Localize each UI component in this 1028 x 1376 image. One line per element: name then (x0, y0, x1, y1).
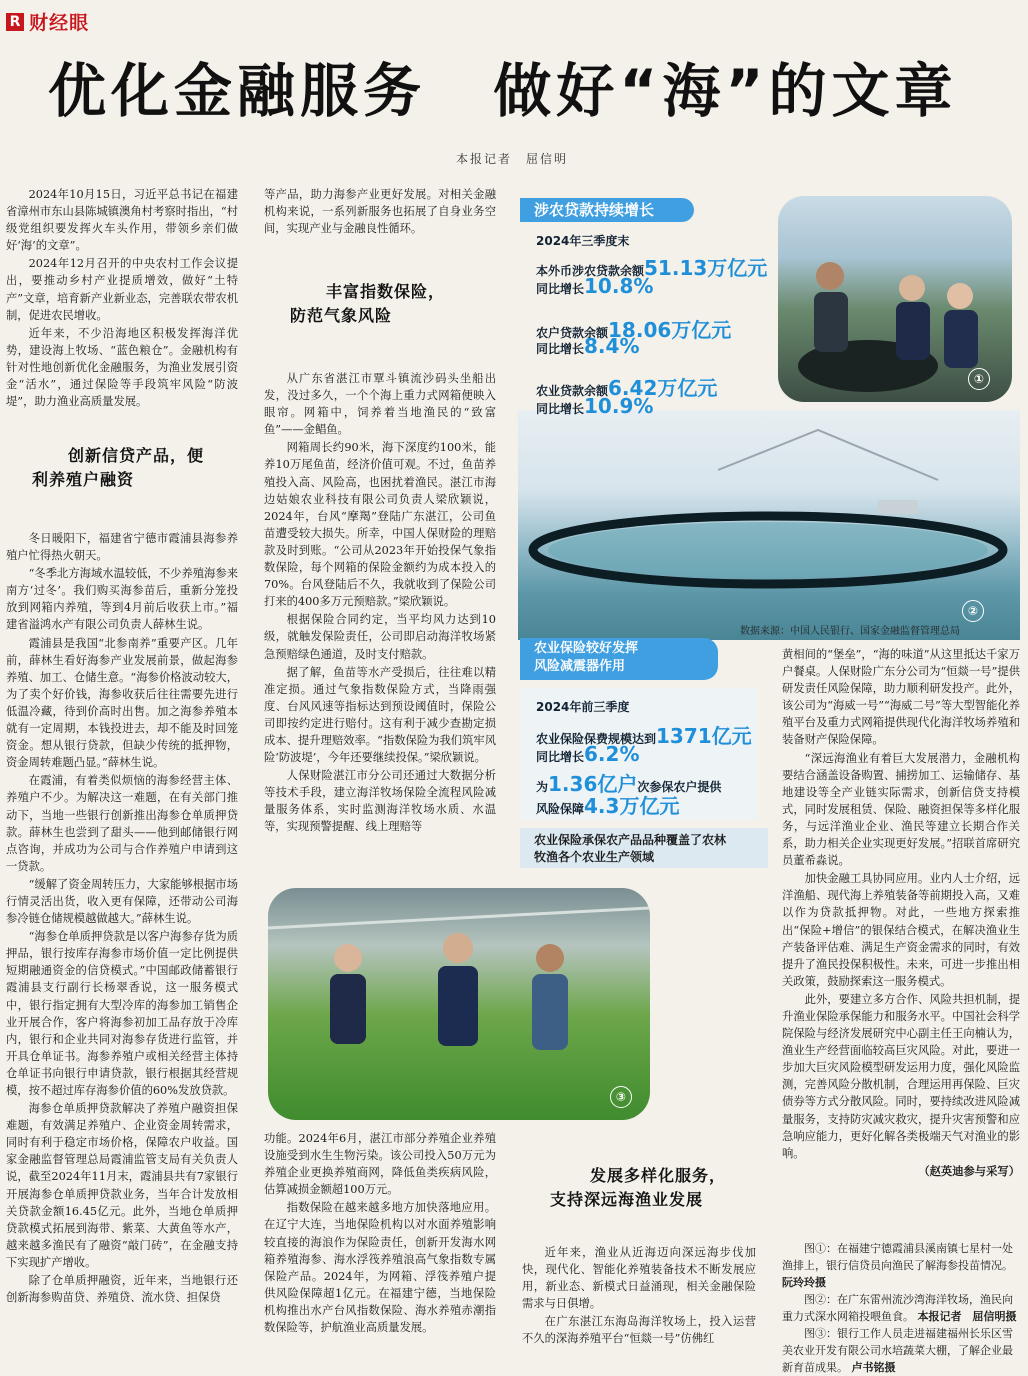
paragraph: 在霞浦，有着类似烦恼的海参经营主体、养殖户不少。为解决这一难题，在有关部门推动下，当地一些银行创新推出海参仓单质押贷款。薛林生也尝到了甜头——他到邮储银行网点咨询，并成功为公司与合作养殖户申请到这一贷款。 (6, 774, 238, 873)
subheading-3-line2: 支持深远海渔业发展 (550, 1190, 704, 1209)
paragraph: 霞浦县是我国“北参南养”重要产区。几年前，薛林生看好海参产业发展前景，做起海参养殖、加工、仓储生意。“海参价格波动较大，为了卖个好价钱，海参收获后往往需要先进行低温冷藏，待到价高时出售。加之海参养殖本就有一定周期，本钱投进去，却不能及时回笼资金。想从银行贷款，但缺少传统的抵押物，资金周转难题凸显。”薛林生说。 (6, 636, 238, 770)
stat-value: 6.42万亿元 (608, 376, 718, 400)
caption-1-text: 图①：在福建宁德霞浦县溪南镇七星村一处渔排上，银行信贷员向渔民了解海参投苗情况。 (782, 1242, 1013, 1272)
photo-3-greenhouse (268, 888, 650, 1120)
subheading-2 (290, 280, 446, 328)
coverage-note-line1: 农业保险承保农产品品种覆盖了农林 (534, 833, 727, 847)
paragraph: 指数保险在越来越多地方加快落地应用。在辽宁大连，当地保险机构以对水面养殖影响较直接的海浪作为保险责任，创新开发海水网箱养殖海参、海水浮筏养殖浪高气象指数专属保险产品。2024年，为网箱、浮筏养殖户提供风险保障超1亿元。在福建宁德，当地保险机构推出水产台风指数保险、海水养殖赤潮指数保险等，护航渔业高质量发展。 (264, 1201, 496, 1335)
data-source: 数据来源：中国人民银行、国家金融监督管理总局 (740, 626, 960, 637)
subheading-1-line2: 利养殖户融资 (32, 470, 135, 489)
stat-farmer-growth (536, 334, 639, 358)
paragraph: 等产品，助力海参产业更好发展。对相关金融机构来说，一系列新服务也拓展了自身业务空间，实现产业与金融良性循环。 (264, 188, 496, 236)
paragraph: 功能。2024年6月，湛江市部分养殖企业养殖设施受到水生生物污染。该公司投入50万元为养殖企业更换养殖商网，降低鱼类疾病风险，估算减损金额超100万元。 (264, 1132, 496, 1197)
paragraph: 黄相间的“堡垒”，“海的味道”从这里抵达千家万户餐桌。人保财险广东分公司为“恒燚一号”提供研发责任风险保障，助力顺利研发投产。此外，该公司为“海威一号”“海威二号”等大型智能化养殖平台及重力式网箱提供现代化海洋牧场养殖和装备财产保险保障。 (782, 648, 1020, 747)
stat-value: 8.4% (584, 334, 640, 358)
subheading-1-line1: 创新信贷产品，便 (68, 446, 205, 465)
photo-number-1: ① (968, 368, 990, 390)
section-masthead (6, 8, 89, 32)
column-4 (782, 646, 1020, 1180)
stat-agri-growth (536, 394, 653, 418)
stat-value: 10.9% (584, 394, 654, 418)
banker-head (899, 275, 925, 301)
cage-water (548, 522, 988, 578)
paragraph: 人保财险湛江市分公司还通过大数据分析等技术手段，建立海洋牧场保险全流程风险减量服务体系，实时监测海洋牧场水质、水温等，实现预警提醒、线上理赔等 (264, 769, 496, 834)
stat-value: 4.3万亿元 (584, 794, 680, 818)
paragraph: 网箱周长约90米，海下深度约100米，能养10万尾鱼苗，经济价值可观。不过，鱼苗养殖投入高、风险高，也困扰着渔民。湛江市海边姑娘农业科技有限公司负责人梁欣颖说，2024年，台风“摩羯”登陆广东湛江，公司鱼苗遭受较大损失。所幸，中国人保财险的理赔款及时到账。“公司从2023年开始投保气象指数保险，每个网箱的保险金额约为成本投入的70%。台风登陆后不久，我就收到了保险公司打来的400多万元预赔款。”梁欣颖说。 (264, 441, 496, 609)
stat-value: 1371亿元 (656, 724, 752, 748)
fish-cage-illustration (518, 410, 1020, 640)
worker-head-2 (443, 933, 473, 963)
photo-1-bank-visit (778, 196, 1012, 402)
paragraph: 此外，要建立多方合作、风险共担机制，提升渔业保险承保能力和服务水平。中国社会科学院保险与经济发展研究中心副主任王向楠认为，渔业生产经营面临较高巨灾风险。对此，要进一步加大巨灾风险模型研发运用力度，强化风险监测，完善风险分散机制，合理运用再保险、巨灾债券等方式分散风险。同时，要持续改进风险减量服务，支持防灾减灾救灾，提升灾害预警和应急响应能力，更好化解各类极端天气对渔业的影响。 (782, 992, 1020, 1160)
worker-head (334, 944, 362, 972)
stat-label: 为 (536, 780, 549, 794)
stat-risk-coverage (536, 790, 679, 819)
column-3-bottom (522, 1244, 756, 1349)
subheading-3 (550, 1164, 727, 1212)
banker-head-2 (947, 283, 973, 309)
worker-body-2 (438, 966, 478, 1046)
stat-label: 农业贷款余额 (536, 384, 609, 398)
photo-number-2: ② (962, 600, 984, 622)
subheading-2-line2: 防范气象风险 (290, 306, 393, 325)
subheading-2-line1: 丰富指数保险， (326, 282, 446, 301)
boat (878, 500, 918, 514)
paragraph: “海参仓单质押贷款是以客户海参存货为质押品，银行按库存海参市场价值一定比例提供短期融通资金的信贷模式。”中国邮政储蓄银行霞浦县支行副行长杨翠香说，这一服务模式中，银行指定拥有大型冷库的海参加工销售企业开展合作，客户将海参初加工品存放于冷库内，银行和企业共同对海参存货进行监管，并开具仓单证书。海参养殖户或相关经营主体持仓单证书向银行申请贷款，银行根据其经营规模，按不超过库存海参价值的60%发放贷款。 (6, 930, 238, 1097)
stat-label: 次参保农户提供 (637, 780, 722, 794)
paragraph: 据了解，鱼苗等水产受损后，往往难以精准定损。通过气象指数保险方式，当降雨强度、台风风速等指标达到预设阈值时，保险公司即按约定进行赔付。这有利于减少查勘定损成本、提升理赔效率。“指数保险为我们筑牢风险‘防波堤’，今年还要继续投保。”梁欣颖说。 (264, 665, 496, 765)
paragraph: 根据保险合同约定，当平均风力达到10级，就触发保险责任，公司即启动海洋牧场紧急预赔绿色通道，及时支付赔款。 (264, 613, 496, 661)
paragraph: 近年来，不少沿海地区积极发挥海洋优势，建设海上牧场、“蓝色粮仓”。金融机构有针对性地创新优化金融服务，为渔业发展引资金“活水”，通过保险等手段筑牢风险“防波堤”，助力渔业高质量发展。 (6, 326, 238, 409)
stat-value: 51.13万亿元 (644, 256, 768, 280)
stat-label: 同比增长 (536, 282, 585, 296)
paragraph: 2024年10月15日，习近平总书记在福建省漳州市东山县陈城镇澳角村考察时指出，“村级党组织要发挥火车头作用，带领乡亲们做好‘海’的文章”。 (6, 188, 238, 253)
caption-3 (782, 1325, 1020, 1376)
byline: 本报记者 屈信明 (456, 152, 569, 166)
caption-2-text: 图②：在广东雷州流沙湾海洋牧场，渔民向重力式深水网箱投喂鱼食。 (782, 1293, 1013, 1323)
paragraph: 近年来，渔业从近海迈向深远海步伐加快，现代化、智能化养殖装备技术不断发展应用，新业态、新模式日益涌现，相关金融保险需求与日俱增。 (522, 1246, 756, 1311)
greenhouse-illustration (268, 888, 650, 1120)
stat-label: 本外币涉农贷款余额 (536, 264, 645, 278)
column-1-intro (6, 186, 238, 411)
photo-number-3: ③ (610, 1086, 632, 1108)
column-2-bottom (264, 1130, 496, 1337)
stat-total-growth (536, 274, 653, 298)
section-name: 财经眼 (29, 12, 90, 34)
stat-value: 18.06万亿元 (608, 318, 732, 342)
photo-captions (782, 1240, 1020, 1376)
paragraph: 冬日暖阳下，福建省宁德市霞浦县海参养殖户忙得热火朝天。 (6, 532, 238, 563)
coverage-note (520, 828, 768, 868)
farmer-head (816, 262, 844, 290)
column-1-body (6, 530, 238, 1307)
period-1: 2024年三季度末 (536, 234, 630, 248)
band-insurance-line2: 风险减震器作用 (534, 659, 626, 674)
coverage-note-line2: 牧渔各个农业生产领域 (534, 850, 655, 864)
column-2-body (264, 370, 496, 837)
paragraph: 海参仓单质押贷款解决了养殖户融资担保难题，有效满足养殖户、企业资金周转需求，同时有利于稳定市场价格，保障农户收益。国家金融监督管理总局霞浦监管支局有关负责人说，截至2024年11月末，霞浦县共有7家银行开展海参仓单质押贷款业务，当年合计发放相关贷款金额16.45亿元。此外，当地仓单质押贷款模式拓展到海带、紫菜、大黄鱼等水产，越来越多渔民有了融资“敲门砖”，在金融支持下实现扩产增收。 (6, 1102, 238, 1269)
band-insurance (520, 638, 718, 680)
stat-premium-growth (536, 742, 639, 766)
column-2-top (264, 186, 496, 238)
roof-beam (268, 908, 650, 928)
paragraph: “缓解了资金周转压力，大家能够根据市场行情灵活出货，收入更有保障，还带动公司海参冷链仓储规模越做越大。”薛林生说。 (6, 877, 238, 926)
banker-body (896, 302, 930, 360)
stat-label: 同比增长 (536, 402, 585, 416)
caption-2-author: 本报记者 屈信明摄 (917, 1310, 1017, 1323)
paragraph: 2024年12月召开的中央农村工作会议提出，要推动乡村产业提质增效，做好“土特产”文章，培育新产业新业态，完善联农带农机制，促进农民增收。 (6, 257, 238, 322)
caption-3-text: 图③：银行工作人员走进福建福州长乐区雪美农业开发有限公司水培蔬菜大棚，了解企业最新育苗成果。 (782, 1327, 1013, 1374)
stat-value: 6.2% (584, 742, 640, 766)
band-loan-growth: 涉农贷款持续增长 (520, 198, 694, 222)
paragraph: “深远海渔业有着巨大发展潜力，金融机构要结合涵盖设备购置、捕捞加工、运输储存、基地建设等全产业链实际需求，创新信贷支持模式，同时发展租赁、保险、融资担保等多样化服务，与远洋渔业企业、渔民等建立长期合作关系，助力相关企业实现更好发展。”招联首席研究员董希淼说。 (782, 751, 1020, 868)
period-2: 2024年前三季度 (536, 700, 630, 714)
paragraph: “冬季北方海域水温较低，不少养殖海参来南方‘过冬’。我们购买海参苗后，重新分笼投放到网箱内养殖，等到4月前后收获上市。”福建省溢鸿水产有限公司负责人薛林生说。 (6, 567, 238, 632)
worker-body (330, 974, 366, 1044)
photo-2-fish-cage (518, 410, 1020, 640)
caption-3-author: 卢书铭摄 (851, 1361, 896, 1374)
caption-1 (782, 1240, 1020, 1291)
farmer-body (532, 974, 568, 1050)
hill-outline (718, 430, 938, 480)
stat-label: 同比增长 (536, 342, 585, 356)
stat-label: 同比增长 (536, 750, 585, 764)
masthead-logo: R (6, 13, 24, 31)
subheading-3-line1: 发展多样化服务， (590, 1166, 727, 1185)
band-insurance-line1: 农业保险较好发挥 (534, 641, 639, 656)
paragraph: 从广东省湛江市覃斗镇流沙码头坐船出发，没过多久，一个个海上重力式网箱便映入眼帘。网箱中，饲养着当地渔民的“致富鱼”——金鲳鱼。 (264, 372, 496, 437)
headline (48, 44, 1008, 128)
stat-value: 10.8% (584, 274, 654, 298)
stat-label: 农业保险保费规模达到 (536, 732, 657, 746)
headline-part2: 做好“海”的文章 (493, 57, 958, 125)
banker-body-2 (944, 310, 978, 368)
stat-label: 风险保障 (536, 802, 585, 816)
caption-2 (782, 1291, 1020, 1325)
headline-part1: 优化金融服务 (48, 57, 427, 125)
farmer-head (536, 944, 564, 972)
stat-value: 1.36亿户 (548, 772, 638, 796)
subheading-1 (32, 444, 205, 492)
paragraph: 在广东湛江东海岛海洋牧场上，投入运营不久的深海养殖平台“恒燚一号”仿佛红 (522, 1315, 756, 1346)
caption-1-author: 阮玲玲摄 (782, 1276, 826, 1289)
stat-label: 农户贷款余额 (536, 326, 609, 340)
paragraph: 加快金融工具协同应用。业内人士介绍，远洋渔船、现代海上养殖装备等前期投入高，又难以作为贷款抵押物。对此，一些地方探索推出“保险+增信”的银保结合模式，在解决渔业生产装备评估难、满足生产资金需求的同时，有效提升了渔民投保积极性。未来，可进一步推出相关政策，鼓励探索这一服务模式。 (782, 872, 1020, 988)
paragraph: 除了仓单质押融资，近年来，当地银行还创新海参购苗贷、养殖贷、流水贷、担保贷 (6, 1274, 238, 1305)
credit: （赵英迪参与采写） (918, 1163, 1020, 1178)
farmer-body (814, 292, 848, 352)
